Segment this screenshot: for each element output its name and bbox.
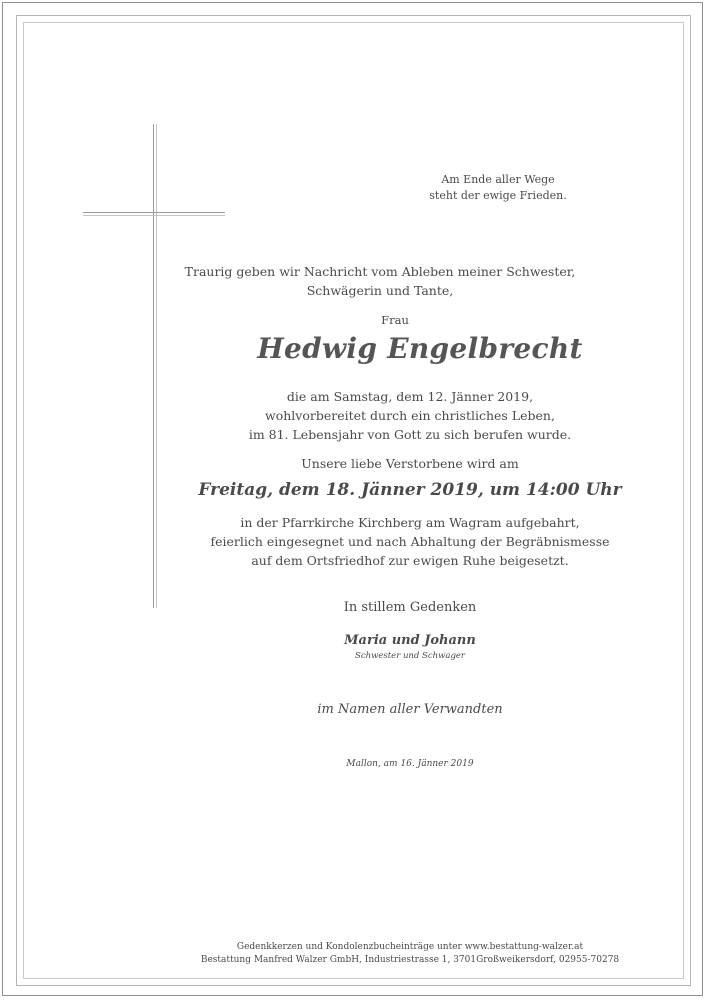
funeral-intro: Unsere liebe Verstorbene wird am bbox=[301, 456, 519, 471]
motto-line-1: Am Ende aller Wege bbox=[441, 173, 555, 186]
closing-phrase: In stillem Gedenken bbox=[343, 600, 477, 615]
death-notice bbox=[200, 387, 620, 444]
cross-vertical-line-shadow bbox=[156, 124, 157, 608]
mourner-names: Maria und Johann bbox=[344, 633, 476, 648]
motto-line-2: steht der ewige Frieden. bbox=[429, 189, 567, 202]
announcement-line-2: Schwägerin und Tante, bbox=[306, 283, 454, 298]
death-line-3: im 81. Lebensjahr von Gott zu sich berufen wurde. bbox=[248, 427, 572, 442]
cross-horizontal-line-shadow bbox=[83, 215, 225, 216]
footer bbox=[150, 941, 670, 967]
salutation: Frau bbox=[381, 313, 409, 327]
service-line-3: auf dem Ortsfriedhof zur ewigen Ruhe beigesetzt. bbox=[251, 553, 569, 568]
cross-vertical-line bbox=[153, 124, 154, 608]
service-line-1: in der Pfarrkirche Kirchberg am Wagram aufgebahrt, bbox=[240, 515, 580, 530]
death-line-1: die am Samstag, dem 12. Jänner 2019, bbox=[286, 389, 534, 404]
announcement-line-1: Traurig geben wir Nachricht vom Ableben meiner Schwester, bbox=[184, 264, 576, 279]
place-date: Mallon, am 16. Jänner 2019 bbox=[346, 759, 474, 769]
funeral-date: Freitag, dem 18. Jänner 2019, um 14:00 Uhr bbox=[198, 480, 622, 500]
footer-line-2: Bestattung Manfred Walzer GmbH, Industriestrasse 1, 3701Großweikersdorf, 02955-70278 bbox=[200, 955, 620, 965]
motto bbox=[388, 172, 608, 204]
announcement bbox=[180, 262, 580, 300]
mourner-relation: Schwester und Schwager bbox=[355, 651, 465, 661]
footer-line-1: Gedenkkerzen und Kondolenzbucheinträge unter www.bestattung-walzer.at bbox=[236, 942, 584, 952]
deceased-name: Hedwig Engelbrecht bbox=[257, 332, 583, 365]
inner-border bbox=[23, 22, 684, 979]
cross-horizontal-line bbox=[83, 212, 225, 213]
service-details bbox=[180, 513, 640, 570]
death-line-2: wohlvorbereitet durch ein christliches Leben, bbox=[265, 408, 555, 423]
relatives-line: im Namen aller Verwandten bbox=[317, 702, 503, 717]
service-line-2: feierlich eingesegnet und nach Abhaltung der Begräbnismesse bbox=[210, 534, 610, 549]
